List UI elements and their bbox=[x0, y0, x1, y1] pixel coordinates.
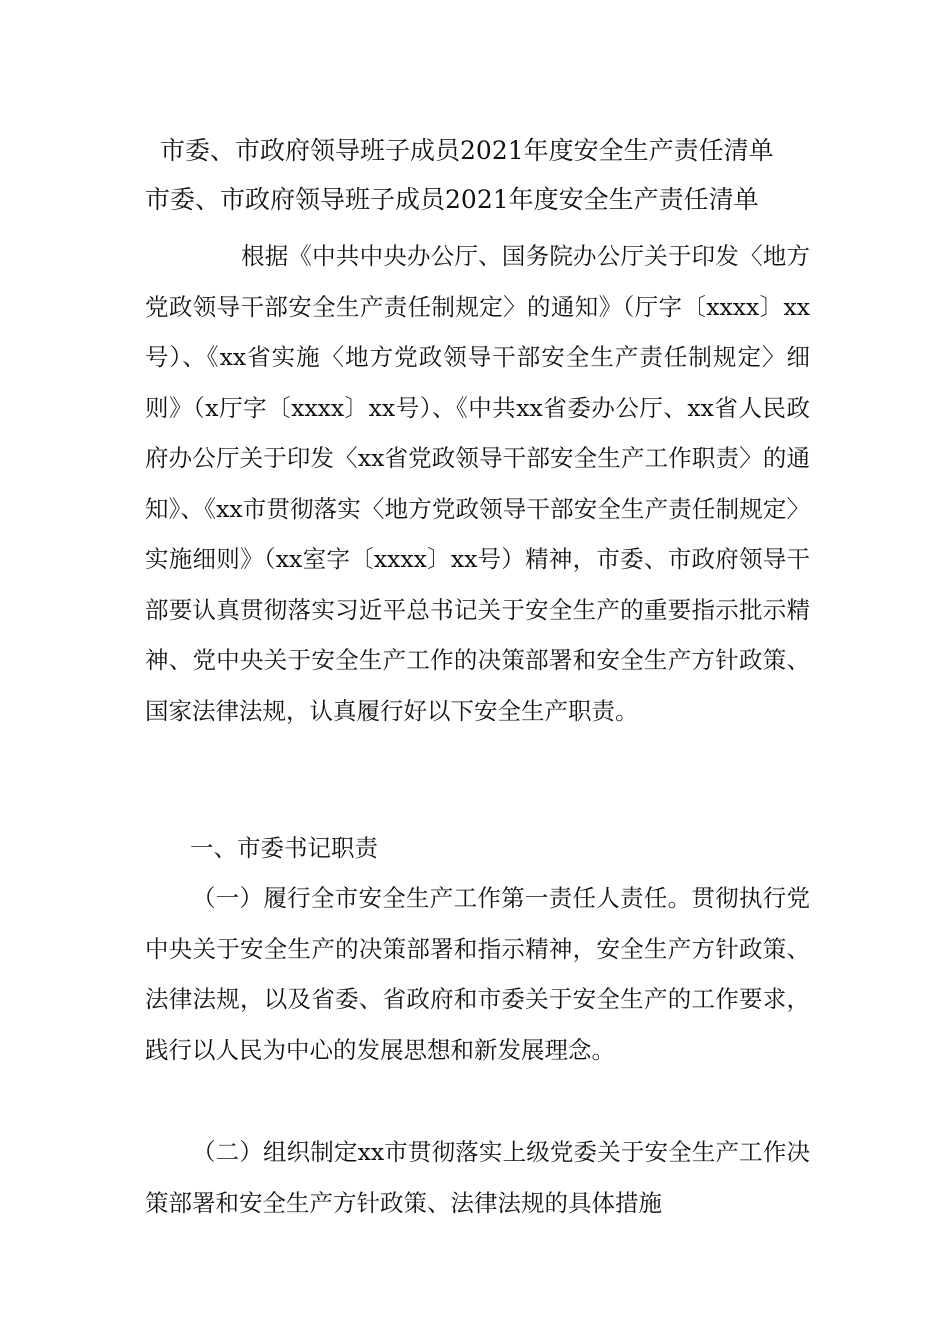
duty-item-1: （一）履行全市安全生产工作第一责任人责任。贯彻执行党中央关于安全生产的决策部署和指示精神，安全生产方针政策、法律法规，以及省委、省政府和市委关于安全生产的工作要求，践行以人民为中心的发展思想和新发展理念。 bbox=[145, 884, 810, 1064]
intro-paragraph: 根据《中共中央办公厅、国务院办公厅关于印发〈地方党政领导干部安全生产责任制规定〉的通知》（厅字〔xxxx〕xx号）、《xx省实施〈地方党政领导干部安全生产责任制规定〉细则》（x厅字〔xxxx〕xx号）、《中共xx省委办公厅、xx省人民政府办公厅关于印发〈xx省党政领导干部安全生产工作职责〉的通知》、《xx市贯彻落实〈地方党政领导干部安全生产责任制规定〉实施细则》（xx室字〔xxxx〕xx号）精神，市委、市政府领导干部要认真贯彻落实习近平总书记关于安全生产的重要指示批示精神、党中央关于安全生产工作的决策部署和安全生产方针政策、国家法律法规，认真履行好以下安全生产职责。 bbox=[145, 242, 810, 725]
document-title: 市委、市政府领导班子成员2021年度安全生产责任清单 bbox=[160, 136, 774, 165]
duty-item-2: （二）组织制定xx市贯彻落实上级党委关于安全生产工作决策部署和安全生产方针政策、法律法规的具体措施 bbox=[145, 1138, 810, 1217]
document-title-repeat: 市委、市政府领导班子成员2021年度安全生产责任清单 bbox=[145, 185, 759, 214]
section-heading: 一、市委书记职责 bbox=[190, 834, 378, 862]
